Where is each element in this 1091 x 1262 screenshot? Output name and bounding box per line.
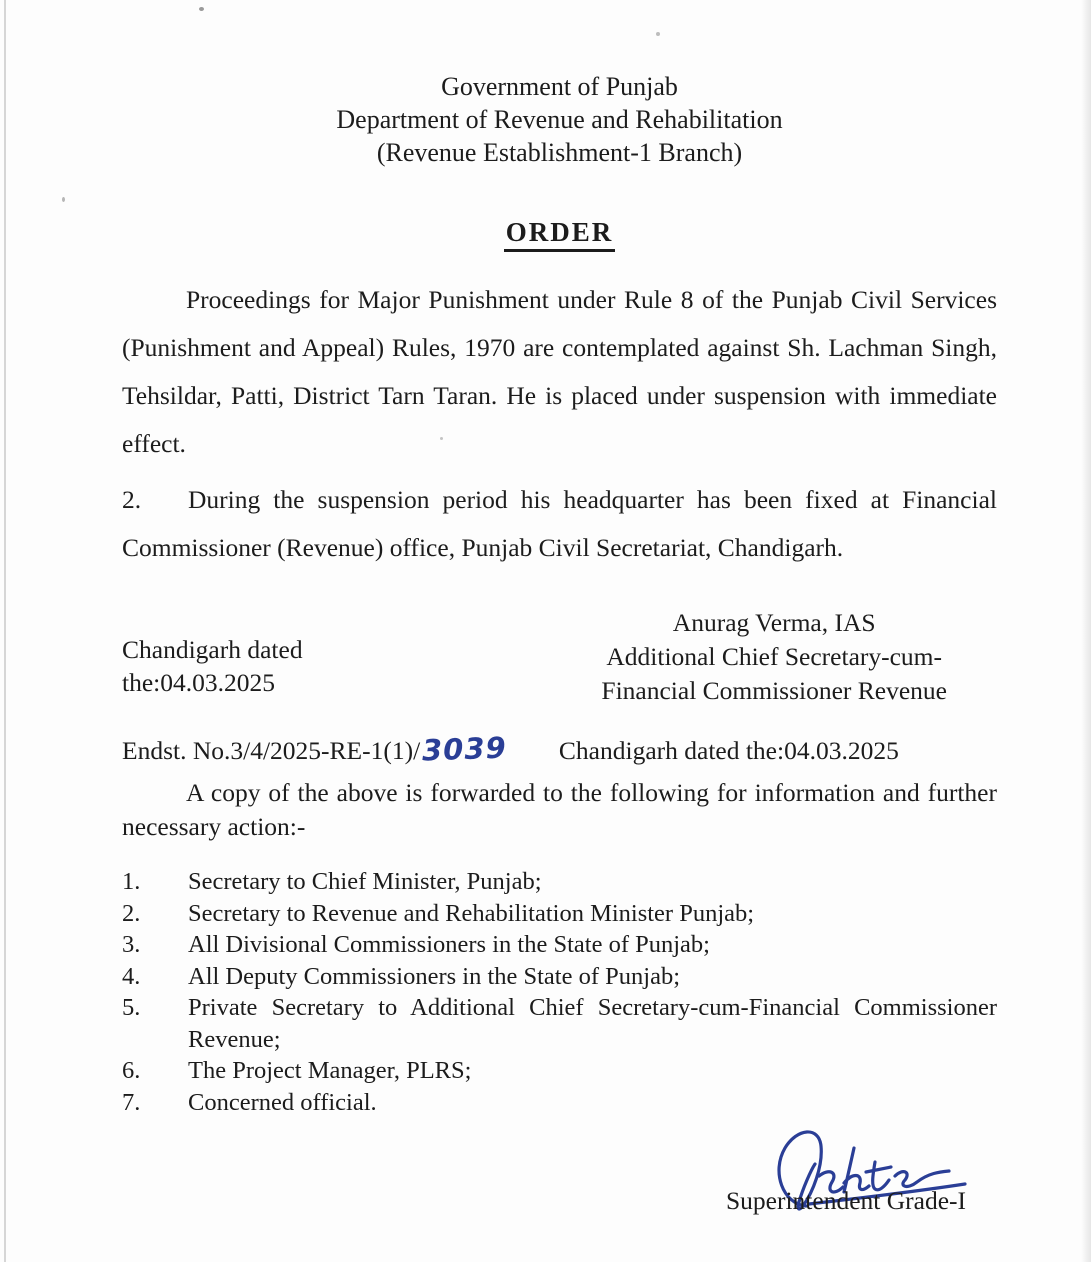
letterhead xyxy=(122,70,997,169)
endorsement-number-prefix: Endst. No.3/4/2025-RE-1(1)/ xyxy=(122,736,421,765)
list-item xyxy=(122,992,997,1055)
recipient-list xyxy=(122,866,997,1118)
paragraph-2-text: During the suspension period his headquarter has been fixed at Financial Commissioner (Revenue) office, Punjab Civil Secretariat, Chandigarh. xyxy=(122,485,997,562)
list-item xyxy=(122,898,997,930)
endorsement-date: Chandigarh dated the:04.03.2025 xyxy=(558,736,899,765)
list-item xyxy=(122,866,997,898)
list-item-number: 3. xyxy=(122,931,141,958)
list-item-text: All Divisional Commissioners in the State of Punjab; xyxy=(188,931,710,958)
list-item-number: 1. xyxy=(122,868,141,895)
signatory-title-line1: Additional Chief Secretary-cum- xyxy=(606,642,943,671)
list-item xyxy=(122,929,997,961)
list-item-number: 6. xyxy=(122,1057,141,1084)
place-date-block xyxy=(122,606,303,708)
list-item-number: 2. xyxy=(122,899,141,927)
order-heading-text: ORDER xyxy=(504,217,616,252)
list-item xyxy=(122,1055,997,1087)
footer-signatory-title: Superintendent Grade-I xyxy=(725,1186,967,1215)
signatory-name: Anurag Verma, IAS xyxy=(672,608,876,637)
list-item xyxy=(122,961,997,993)
list-item-number: 7. xyxy=(122,1088,141,1116)
paragraph-1: Proceedings for Major Punishment under Rule 8 of the Punjab Civil Services (Punishment and Appeal) Rules, 1970 are contemplated against Sh. Lachman Singh, Tehsildar, Patti, District Tarn Taran. He is placed under suspension with immediate effect. xyxy=(122,285,997,458)
order-heading xyxy=(122,217,997,252)
list-item-text: Concerned official. xyxy=(188,1088,377,1116)
endorsement-row xyxy=(122,732,997,766)
list-item-text: The Project Manager, PLRS; xyxy=(188,1057,472,1084)
list-item-text: Secretary to Revenue and Rehabilitation Minister Punjab; xyxy=(188,899,755,927)
list-item-number: 4. xyxy=(122,962,141,990)
handwritten-dispatch-number: 3039 xyxy=(421,730,508,768)
list-item xyxy=(122,1087,997,1119)
signatory-block xyxy=(601,606,947,708)
place-line: Chandigarh dated xyxy=(122,635,303,664)
date-line: the:04.03.2025 xyxy=(122,668,275,697)
forwarding-paragraph: A copy of the above is forwarded to the following for information and further necessary action:- xyxy=(122,778,997,841)
branch-name: (Revenue Establishment-1 Branch) xyxy=(376,138,743,167)
government-name: Government of Punjab xyxy=(441,72,678,101)
paragraph-2 xyxy=(122,476,997,572)
department-name: Department of Revenue and Rehabilitation xyxy=(336,105,783,134)
list-item-text: All Deputy Commissioners in the State of Punjab; xyxy=(188,962,681,990)
list-item-text: Private Secretary to Additional Chief Secretary-cum-Financial Commissioner Revenue; xyxy=(188,994,997,1053)
paragraph-2-number: 2. xyxy=(122,485,142,514)
date-and-signatory-row xyxy=(122,606,997,708)
signatory-title-line2: Financial Commissioner Revenue xyxy=(601,676,947,705)
list-item-number: 5. xyxy=(122,994,141,1021)
list-item-text: Secretary to Chief Minister, Punjab; xyxy=(188,868,542,895)
footer-signature-block xyxy=(701,1120,991,1216)
